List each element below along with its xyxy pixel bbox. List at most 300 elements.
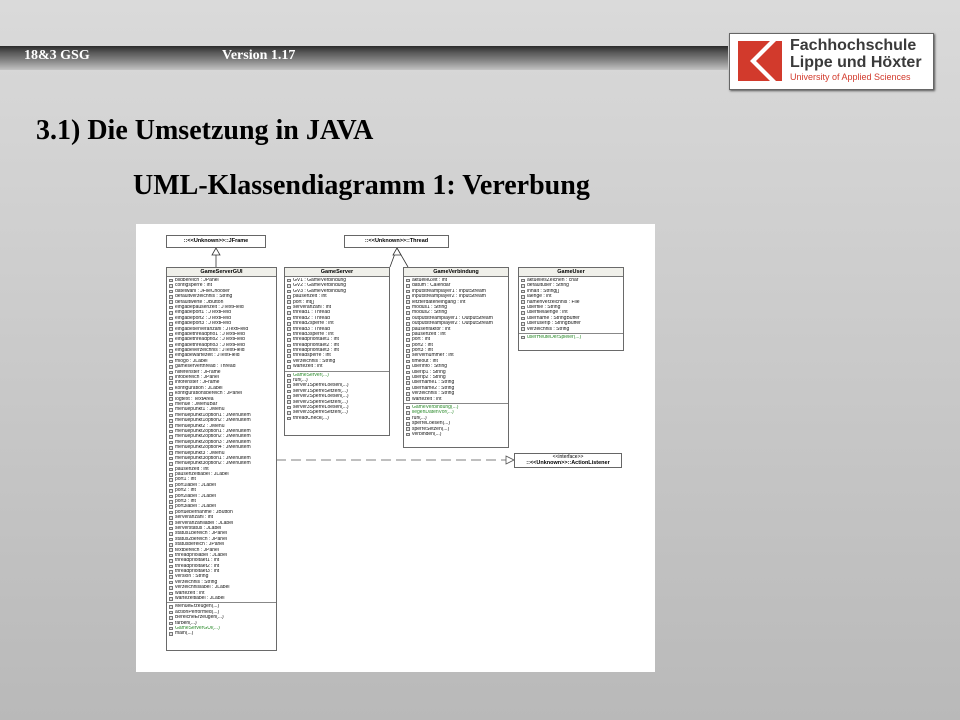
attribute-text: version : String	[175, 574, 209, 580]
member-visibility-icon	[521, 300, 525, 304]
member-visibility-icon	[169, 306, 173, 310]
method-text: server2SperreSetzen(...)	[293, 399, 348, 405]
attribute-text: verzeichnis : String	[175, 579, 218, 585]
member-visibility-icon	[169, 381, 173, 385]
attribute-text: letzterdateneingang : int	[412, 299, 466, 305]
attribute-text: hilfefenster : JFrame	[175, 369, 221, 375]
uml-class	[284, 267, 390, 436]
member-visibility-icon	[169, 371, 173, 375]
method-text: farben(...)	[175, 620, 197, 626]
member-visibility-icon	[406, 338, 410, 342]
uml-class-diagram	[136, 224, 655, 672]
member-visibility-icon	[169, 532, 173, 536]
method-text: run(...)	[412, 415, 427, 421]
member-visibility-icon	[406, 392, 410, 396]
attribute-row	[168, 596, 276, 601]
member-visibility-icon	[169, 592, 173, 596]
member-visibility-icon	[169, 317, 173, 321]
attribute-text: port : int[]	[293, 299, 314, 305]
attribute-text: port3 : int	[175, 499, 196, 505]
member-visibility-icon	[406, 322, 410, 326]
attribute-text: wartezeit : int	[412, 396, 442, 402]
method-text: GameServerGUI(...)	[175, 626, 220, 631]
member-visibility-icon	[169, 430, 173, 434]
attribute-text: eingabethreadprio1 : JTextField	[175, 331, 245, 337]
member-visibility-icon	[287, 395, 291, 399]
attribute-text: pausenzeitlabel : JLabel	[175, 472, 229, 478]
attribute-text: port2 : int	[175, 488, 196, 494]
member-visibility-icon	[521, 295, 525, 299]
member-visibility-icon	[169, 451, 173, 455]
uml-class	[518, 267, 624, 351]
attribute-text: infofenster : JFrame	[175, 380, 220, 386]
inheritance-arrow-thread	[393, 248, 401, 255]
attribute-text: menuepunkt3option1 : JMenuItem	[175, 455, 251, 461]
method-text: verbinden(...)	[412, 431, 442, 437]
member-visibility-icon	[287, 322, 291, 326]
attribute-text: username2 : String	[412, 385, 455, 391]
member-visibility-icon	[521, 322, 525, 326]
method-row	[405, 432, 508, 437]
attribute-text: port1 : int	[175, 477, 196, 483]
attribute-text: gameserverthread : Thread	[175, 364, 236, 370]
attribute-text: portuebernahme : JButton	[175, 509, 233, 515]
attribute-text: konfigurationsbereich : JPanel	[175, 391, 242, 397]
method-section	[167, 603, 276, 637]
member-visibility-icon	[169, 484, 173, 488]
uml-class	[166, 267, 277, 651]
member-visibility-icon	[406, 360, 410, 364]
attribute-row	[286, 364, 389, 369]
attribute-text: eingabepausenzeit : JTextField	[175, 304, 244, 310]
member-visibility-icon	[287, 295, 291, 299]
attribute-text: port : int	[412, 337, 431, 343]
member-visibility-icon	[287, 360, 291, 364]
attribute-text: pausenzeit : int	[412, 331, 446, 337]
attribute-text: threadprioritaet3 : int	[293, 348, 339, 354]
member-visibility-icon	[169, 538, 173, 542]
attribute-text: userinfo : String	[412, 364, 448, 370]
attribute-text: userip1 : String	[412, 369, 446, 375]
member-visibility-icon	[287, 400, 291, 404]
member-visibility-icon	[169, 365, 173, 369]
member-visibility-icon	[287, 417, 291, 421]
member-visibility-icon	[287, 384, 291, 388]
member-visibility-icon	[521, 279, 525, 283]
member-visibility-icon	[521, 327, 525, 331]
attribute-text: bildbereich : JPanel	[175, 278, 219, 283]
attribute-text: threadprioritaet2 : int	[293, 342, 339, 348]
attribute-section	[167, 277, 276, 603]
member-visibility-icon	[169, 527, 173, 531]
member-visibility-icon	[287, 311, 291, 315]
member-visibility-icon	[169, 403, 173, 407]
method-text: sperreLoesen(...)	[412, 421, 451, 427]
method-row	[286, 416, 389, 421]
member-visibility-icon	[406, 376, 410, 380]
member-visibility-icon	[169, 408, 173, 412]
attribute-text: pausenzeit : int	[293, 294, 327, 300]
member-visibility-icon	[169, 521, 173, 525]
attribute-text: thread3 : Thread	[293, 326, 330, 332]
attribute-text: serveranzahl : int	[293, 304, 332, 310]
member-visibility-icon	[169, 387, 173, 391]
method-section	[519, 334, 623, 341]
member-visibility-icon	[169, 327, 173, 331]
member-visibility-icon	[406, 417, 410, 421]
attribute-text: konfiguration : JLabel	[175, 385, 223, 391]
attribute-text: eingabethreadprio3 : JTextField	[175, 342, 245, 348]
member-visibility-icon	[169, 354, 173, 358]
attribute-text: servernummer : int	[412, 353, 454, 359]
member-visibility-icon	[169, 500, 173, 504]
member-visibility-icon	[287, 279, 291, 283]
member-visibility-icon	[406, 433, 410, 437]
attribute-text: menuepunkt1option1 : JMenuItem	[175, 412, 251, 418]
class-name: GameUser	[519, 268, 623, 277]
member-visibility-icon	[169, 505, 173, 509]
superclass-jframe: ::<<Unknown>>::JFrame	[166, 235, 266, 248]
attribute-text: userfile : String	[527, 304, 561, 310]
member-visibility-icon	[406, 311, 410, 315]
member-visibility-icon	[287, 306, 291, 310]
attribute-text: threadprioitaet3 : int	[175, 569, 220, 575]
attribute-text: pausenfaktor : int	[412, 326, 451, 332]
member-visibility-icon	[169, 322, 173, 326]
member-visibility-icon	[169, 632, 173, 636]
member-visibility-icon	[406, 411, 410, 415]
attribute-text: aktuelleZeit : int	[412, 278, 448, 283]
slide-subtitle: UML-Klassendiagramm 1: Vererbung	[133, 170, 590, 201]
method-text: server2SperreLoesen(...)	[293, 394, 349, 400]
member-visibility-icon	[406, 381, 410, 385]
member-visibility-icon	[169, 333, 173, 337]
member-visibility-icon	[406, 290, 410, 294]
attribute-text: thread2 : Thread	[293, 315, 330, 321]
attribute-text: eingabeverzeichnis : JTextField	[175, 348, 245, 354]
attribute-text: menuepunkt2option2 : JMenuItem	[175, 434, 251, 440]
logo-line-2: Lippe und Höxter	[790, 54, 922, 71]
attribute-text: GV2 : GameVerbindung	[293, 283, 347, 289]
method-text: server3SperreLoesen(...)	[293, 404, 349, 410]
member-visibility-icon	[169, 581, 173, 585]
attribute-text: eingabeport1 : JTextField	[175, 310, 231, 316]
attribute-text: thread3sperre : int	[293, 331, 334, 337]
attribute-text: aktuellesZeichen : char	[527, 278, 579, 283]
attribute-text: verzeichnis : String	[527, 326, 570, 332]
member-visibility-icon	[406, 427, 410, 431]
member-visibility-icon	[169, 489, 173, 493]
attribute-text: useruserip : StringBuffer	[527, 321, 581, 327]
attribute-text: defaultverzeichnis : String	[175, 294, 233, 300]
method-text: userHeuteDerSpieler(...)	[527, 334, 582, 340]
member-visibility-icon	[287, 290, 291, 294]
attribute-text: statusbereich : JPanel	[175, 542, 225, 548]
member-visibility-icon	[287, 365, 291, 369]
method-text: liegenDatenVor(...)	[412, 410, 454, 416]
member-visibility-icon	[521, 290, 525, 294]
member-visibility-icon	[169, 435, 173, 439]
method-text: run(...)	[293, 378, 308, 384]
attribute-text: namenverzeichnis : File	[527, 299, 580, 305]
member-visibility-icon	[169, 586, 173, 590]
member-visibility-icon	[287, 354, 291, 358]
member-visibility-icon	[169, 424, 173, 428]
attribute-text: wartezeit : int	[293, 364, 323, 370]
attribute-text: outputstreamplayer2 : OutputStream	[412, 321, 493, 327]
member-visibility-icon	[169, 616, 173, 620]
member-visibility-icon	[169, 344, 173, 348]
member-visibility-icon	[169, 446, 173, 450]
method-section	[285, 372, 389, 423]
method-text: GameServer(...)	[293, 372, 329, 378]
member-visibility-icon	[169, 349, 173, 353]
member-visibility-icon	[287, 390, 291, 394]
interface-stereotype: <<interface>>	[552, 454, 584, 460]
attribute-section	[285, 277, 389, 372]
class-name: GameServerGUI	[167, 268, 276, 277]
uml-class	[403, 267, 509, 448]
member-visibility-icon	[169, 597, 173, 601]
attribute-text: logtext : TextArea	[175, 396, 214, 402]
interface-actionlistener	[514, 453, 622, 468]
member-visibility-icon	[169, 473, 173, 477]
header-version: Version 1.17	[222, 48, 296, 63]
superclass-thread: ::<<Unknown>>::Thread	[344, 235, 449, 248]
member-visibility-icon	[287, 284, 291, 288]
member-visibility-icon	[169, 392, 173, 396]
attribute-text: threadsperre : int	[293, 353, 331, 359]
logo-line-1: Fachhochschule	[790, 37, 917, 54]
member-visibility-icon	[521, 311, 525, 315]
member-visibility-icon	[169, 457, 173, 461]
attribute-row	[405, 397, 508, 402]
attribute-text: port2 : int	[412, 342, 433, 348]
member-visibility-icon	[169, 462, 173, 466]
member-visibility-icon	[406, 371, 410, 375]
member-visibility-icon	[169, 559, 173, 563]
method-text: server3SperreSetzen(...)	[293, 410, 348, 416]
implements-arrow	[506, 456, 514, 464]
method-text: sperreSetzen(...)	[412, 426, 450, 432]
attribute-text: menuepunkt3 : JMenu	[175, 450, 225, 456]
member-visibility-icon	[169, 290, 173, 294]
attribute-text: laenge : int	[527, 294, 552, 300]
member-visibility-icon	[169, 284, 173, 288]
method-text: actionPerformed(...)	[175, 609, 220, 615]
member-visibility-icon	[169, 295, 173, 299]
attribute-text: username1 : String	[412, 380, 455, 386]
attribute-text: userfilelaenge : int	[527, 310, 568, 316]
member-visibility-icon	[406, 306, 410, 310]
attribute-text: menuepunkt2 : JMenu	[175, 423, 225, 429]
method-text: main(...)	[175, 631, 194, 637]
class-name: GameServer	[285, 268, 389, 277]
attribute-section	[404, 277, 508, 404]
member-visibility-icon	[287, 300, 291, 304]
member-visibility-icon	[169, 516, 173, 520]
method-text: threadCheck(...)	[293, 415, 329, 421]
member-visibility-icon	[406, 284, 410, 288]
attribute-text: status2bereich : JPanel	[175, 536, 227, 542]
member-visibility-icon	[406, 300, 410, 304]
member-visibility-icon	[521, 336, 525, 340]
method-text: MenueErzeugen(...)	[175, 604, 220, 610]
member-visibility-icon	[169, 543, 173, 547]
attribute-text: wartezeit : int	[175, 590, 205, 596]
member-visibility-icon	[287, 327, 291, 331]
member-visibility-icon	[169, 627, 173, 631]
logo-mark-icon	[736, 39, 784, 83]
method-row	[520, 335, 623, 340]
member-visibility-icon	[287, 317, 291, 321]
attribute-text: serverstatus : JLabel	[175, 525, 222, 531]
attribute-text: menuepunkt1option2 : JMenuItem	[175, 418, 251, 424]
member-visibility-icon	[406, 295, 410, 299]
university-logo	[729, 33, 934, 90]
attribute-text: menuepunkt2option1 : JMenuItem	[175, 428, 251, 434]
attribute-text: datum : Calendar	[412, 283, 451, 289]
attribute-text: serveranzahl : int	[175, 515, 214, 521]
attribute-text: eingabeport2 : JTextField	[175, 315, 231, 321]
member-visibility-icon	[287, 406, 291, 410]
attribute-text: menue : JMenuBar	[175, 401, 218, 407]
member-visibility-icon	[287, 379, 291, 383]
attribute-text: modus2 : String	[412, 310, 448, 316]
attribute-text: menuepunkt1 : JMenu	[175, 407, 225, 413]
member-visibility-icon	[287, 374, 291, 378]
member-visibility-icon	[169, 511, 173, 515]
member-visibility-icon	[169, 575, 173, 579]
member-visibility-icon	[169, 548, 173, 552]
member-visibility-icon	[169, 279, 173, 283]
attribute-text: inputstreamplayer1 : InputStream	[412, 288, 486, 294]
member-visibility-icon	[169, 468, 173, 472]
attribute-text: eingabewartezeit : JTextField	[175, 353, 240, 359]
member-visibility-icon	[169, 441, 173, 445]
attribute-text: pausenzeit : int	[175, 466, 209, 472]
attribute-text: threadprioitaet2 : int	[175, 563, 220, 569]
attribute-section	[519, 277, 623, 334]
member-visibility-icon	[287, 333, 291, 337]
member-visibility-icon	[406, 422, 410, 426]
attribute-text: inhalt : String[]	[527, 288, 559, 294]
attribute-text: outputstreamplayer1 : OutputStream	[412, 315, 493, 321]
slide-title: 3.1) Die Umsetzung in JAVA	[36, 115, 374, 146]
member-visibility-icon	[406, 349, 410, 353]
member-visibility-icon	[169, 570, 173, 574]
attribute-text: eingabeserveranzahl : JTextField	[175, 326, 249, 332]
member-visibility-icon	[169, 554, 173, 558]
member-visibility-icon	[169, 311, 173, 315]
member-visibility-icon	[406, 387, 410, 391]
member-visibility-icon	[406, 327, 410, 331]
inheritance-arrow-jframe	[212, 248, 220, 255]
member-visibility-icon	[169, 495, 173, 499]
member-visibility-icon	[169, 478, 173, 482]
attribute-text: timeout : int	[412, 358, 438, 364]
attribute-text: textbereich : JPanel	[175, 547, 219, 553]
member-visibility-icon	[287, 349, 291, 353]
member-visibility-icon	[287, 338, 291, 342]
attribute-text: inputstreamplayer2 : InputStream	[412, 294, 486, 300]
member-visibility-icon	[521, 284, 525, 288]
attribute-text: GV3 : GameVerbindung	[293, 288, 347, 294]
attribute-text: eingabeport3 : JTextField	[175, 321, 231, 327]
attribute-text: serveranzahllabel : JLabel	[175, 520, 234, 526]
attribute-text: defaultwerte : JButton	[175, 299, 224, 305]
member-visibility-icon	[406, 344, 410, 348]
interface-name: ::<<Unknown>>::ActionListener	[526, 460, 610, 466]
method-text: server1SperreSetzen(...)	[293, 388, 348, 394]
attribute-text: eingabethreadprio2 : JTextField	[175, 337, 245, 343]
attribute-row	[520, 327, 623, 332]
attribute-text: dateiwahl : JFileChooser	[175, 288, 230, 294]
member-visibility-icon	[406, 397, 410, 401]
member-visibility-icon	[406, 279, 410, 283]
method-row	[168, 631, 276, 636]
member-visibility-icon	[521, 317, 525, 321]
logo-line-3: University of Applied Sciences	[790, 72, 911, 82]
attribute-text: defaultuser : String	[527, 283, 569, 289]
attribute-text: menuepunkt2option3 : JMenuItem	[175, 439, 251, 445]
attribute-text: infobereich : JPanel	[175, 375, 219, 381]
attribute-text: thread1 : Thread	[293, 310, 330, 316]
attribute-text: verzeichnis : String	[293, 358, 336, 364]
attribute-text: threadpriolabel : JLabel	[175, 552, 227, 558]
member-visibility-icon	[287, 411, 291, 415]
member-visibility-icon	[406, 365, 410, 369]
member-visibility-icon	[406, 333, 410, 337]
member-visibility-icon	[406, 317, 410, 321]
member-visibility-icon	[169, 611, 173, 615]
attribute-text: menuepunkt2option4 : JMenuItem	[175, 445, 251, 451]
attribute-text: fhlogo : JLabel	[175, 358, 208, 364]
member-visibility-icon	[169, 397, 173, 401]
member-visibility-icon	[169, 300, 173, 304]
member-visibility-icon	[169, 376, 173, 380]
attribute-text: port1label : JLabel	[175, 482, 216, 488]
method-text: BereicheErzeugen(...)	[175, 615, 224, 621]
member-visibility-icon	[521, 306, 525, 310]
header-bar	[0, 46, 728, 70]
member-visibility-icon	[406, 406, 410, 410]
member-visibility-icon	[406, 354, 410, 358]
attribute-text: port3label : JLabel	[175, 504, 216, 510]
attribute-text: username : StringBuffer	[527, 315, 580, 321]
method-section	[404, 404, 508, 438]
member-visibility-icon	[169, 360, 173, 364]
member-visibility-icon	[169, 565, 173, 569]
attribute-text: verzeichnis : String	[412, 391, 455, 397]
member-visibility-icon	[169, 622, 173, 626]
attribute-text: threadprioritaet1 : int	[293, 337, 339, 343]
method-text: server1SperreLoesen(...)	[293, 383, 349, 389]
attribute-text: thread2sperre : int	[293, 321, 334, 327]
member-visibility-icon	[169, 414, 173, 418]
attribute-text: port2label : JLabel	[175, 493, 216, 499]
attribute-text: port3 : int	[412, 348, 433, 354]
member-visibility-icon	[169, 338, 173, 342]
attribute-text: menuepunkt3option2 : JMenuItem	[175, 461, 251, 467]
attribute-text: configsperre : int	[175, 283, 212, 289]
member-visibility-icon	[169, 419, 173, 423]
attribute-text: modus1 : String	[412, 304, 448, 310]
attribute-text: threadprioitaet1 : int	[175, 558, 220, 564]
attribute-text: userip2 : String	[412, 375, 446, 381]
class-name: GameVerbindung	[404, 268, 508, 277]
attribute-text: GV1 : GameVerbindung	[293, 278, 347, 283]
